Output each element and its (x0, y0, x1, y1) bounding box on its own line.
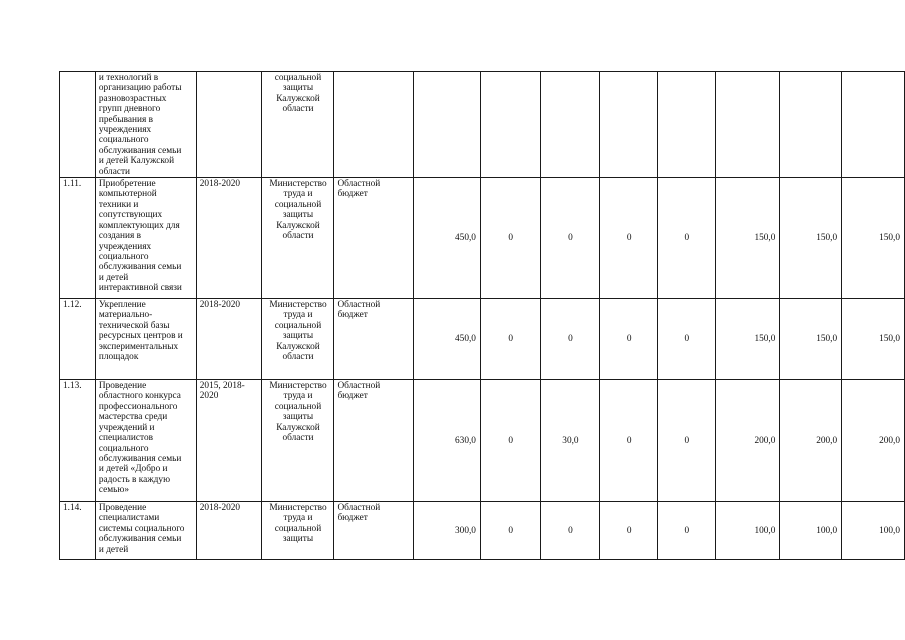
funding-source: Областной бюджет (334, 380, 414, 502)
activity-name: Укрепление материально- технической базы ресурсных центров и экспериментальных площадок (95, 299, 196, 380)
year-value (540, 72, 600, 178)
period-cell: 2018-2020 (196, 502, 261, 560)
executor-cell: Министерство труда и социальной защиты Калужской области (261, 380, 334, 502)
year-value: 0 (480, 380, 540, 502)
year-value (780, 72, 842, 178)
year-value: 200,0 (842, 380, 905, 502)
year-value: 100,0 (715, 502, 780, 560)
period-cell: 2018-2020 (196, 178, 261, 299)
activity-name: и технологий в организацию работы разновозрастных групп дневного пребывания в учреждениях социального обслуживания семьи и детей Калужской области (95, 72, 196, 178)
year-value: 0 (657, 299, 715, 380)
year-value: 100,0 (842, 502, 905, 560)
table-row (60, 502, 905, 560)
year-value: 100,0 (780, 502, 842, 560)
year-value (715, 72, 780, 178)
period-cell (196, 72, 261, 178)
year-value: 0 (600, 380, 658, 502)
year-value: 150,0 (715, 299, 780, 380)
funding-source: Областной бюджет (334, 502, 414, 560)
table-body (60, 72, 905, 560)
year-value: 0 (600, 502, 658, 560)
year-value: 0 (480, 299, 540, 380)
executor-cell: социальной защиты Калужской области (261, 72, 334, 178)
funding-source: Областной бюджет (334, 299, 414, 380)
period-cell: 2018-2020 (196, 299, 261, 380)
table-row (60, 178, 905, 299)
year-value (600, 72, 658, 178)
year-value: 150,0 (842, 299, 905, 380)
executor-cell: Министерство труда и социальной защиты (261, 502, 334, 560)
table-row (60, 380, 905, 502)
year-value: 0 (657, 380, 715, 502)
row-number: 1.12. (60, 299, 96, 380)
table-row (60, 299, 905, 380)
year-value: 0 (600, 178, 658, 299)
year-value (657, 72, 715, 178)
period-cell: 2015, 2018- 2020 (196, 380, 261, 502)
year-value: 200,0 (715, 380, 780, 502)
year-value: 150,0 (715, 178, 780, 299)
year-value: 0 (480, 178, 540, 299)
year-value: 30,0 (540, 380, 600, 502)
year-value: 0 (600, 299, 658, 380)
executor-cell: Министерство труда и социальной защиты Калужской области (261, 178, 334, 299)
table-row (60, 72, 905, 178)
total-value (414, 72, 481, 178)
year-value (842, 72, 905, 178)
program-activities-table (59, 71, 905, 560)
total-value: 300,0 (414, 502, 481, 560)
year-value: 0 (540, 178, 600, 299)
row-number: 1.14. (60, 502, 96, 560)
activity-name: Проведение специалистами системы социального обслуживания семьи и детей (95, 502, 196, 560)
row-number: 1.11. (60, 178, 96, 299)
executor-cell: Министерство труда и социальной защиты Калужской области (261, 299, 334, 380)
row-number: 1.13. (60, 380, 96, 502)
funding-source (334, 72, 414, 178)
activity-name: Проведение областного конкурса профессионального мастерства среди учреждений и специалистов социального обслуживания семьи и детей «Добро и радость в каждую семью» (95, 380, 196, 502)
year-value: 0 (540, 502, 600, 560)
total-value: 450,0 (414, 178, 481, 299)
year-value: 150,0 (780, 299, 842, 380)
year-value: 150,0 (780, 178, 842, 299)
total-value: 450,0 (414, 299, 481, 380)
year-value: 150,0 (842, 178, 905, 299)
year-value (480, 72, 540, 178)
year-value: 200,0 (780, 380, 842, 502)
year-value: 0 (480, 502, 540, 560)
year-value: 0 (540, 299, 600, 380)
funding-source: Областной бюджет (334, 178, 414, 299)
year-value: 0 (657, 178, 715, 299)
year-value: 0 (657, 502, 715, 560)
activity-name: Приобретение компьютерной техники и сопутствующих комплектующих для создания в учреждениях социального обслуживания семьи и детей интерактивной связи (95, 178, 196, 299)
total-value: 630,0 (414, 380, 481, 502)
row-number (60, 72, 96, 178)
